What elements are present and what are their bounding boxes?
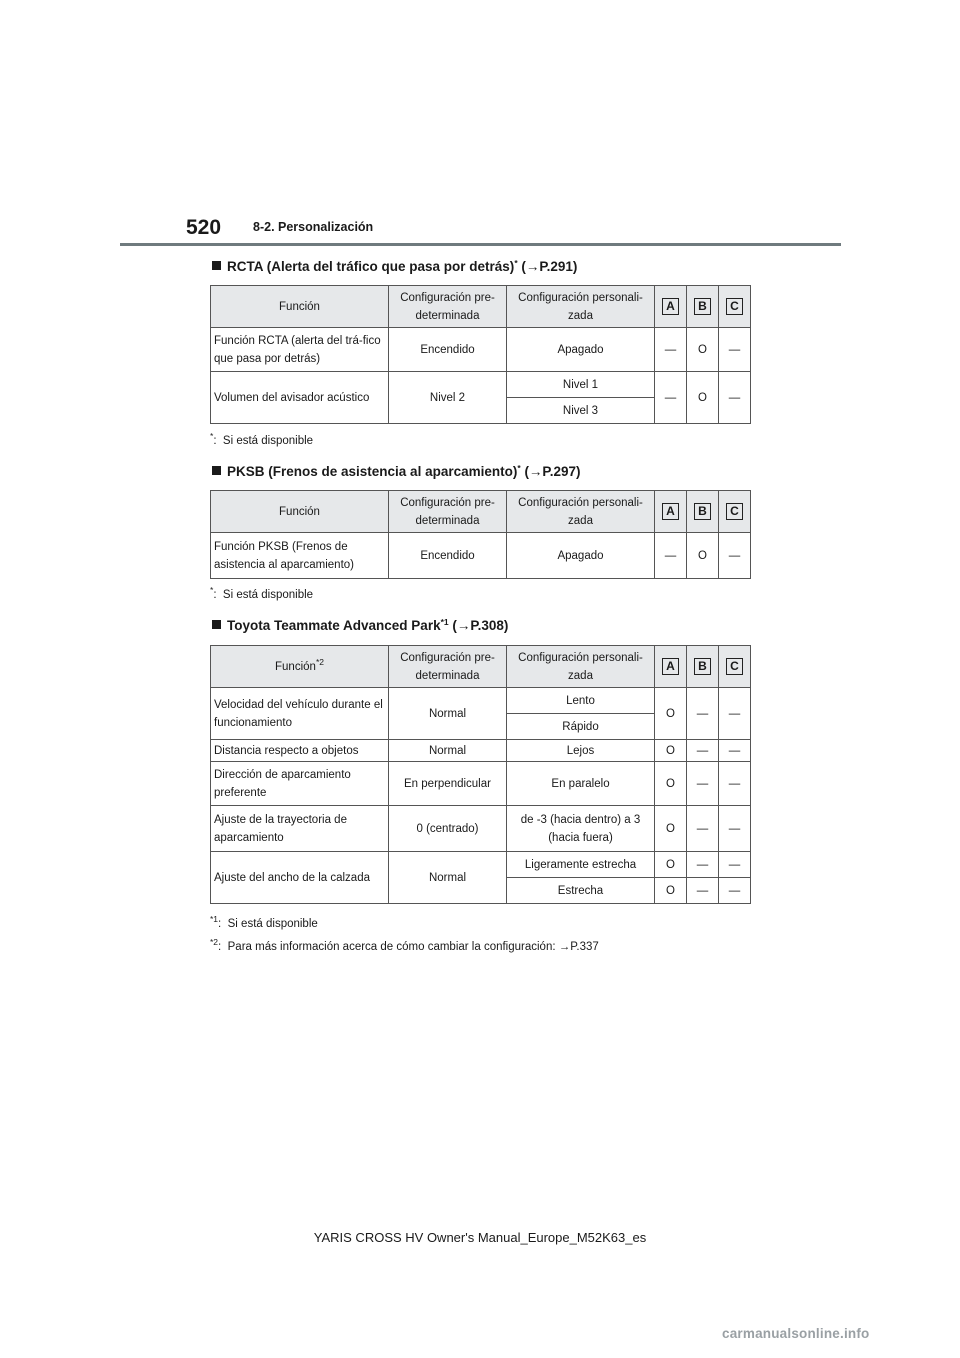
- header-custom: Configuración personali-zada: [507, 646, 655, 688]
- square-bullet-icon: [212, 466, 221, 475]
- square-bullet-icon: [212, 620, 221, 629]
- table-row: Función RCTA (alerta del trá-fico que pasa por detrás) Encendido Apagado — O —: [211, 328, 751, 372]
- document-footer: YARIS CROSS HV Owner's Manual_Europe_M52K63_es: [313, 1230, 647, 1245]
- table-row: Distancia respecto a objetos Normal Lejos O — —: [211, 740, 751, 762]
- header-c: C: [719, 646, 751, 688]
- header-funcion: Función: [211, 491, 389, 533]
- table-header-row: [211, 491, 751, 533]
- pksb-table: [210, 490, 751, 579]
- header-c: C: [719, 491, 751, 533]
- footnote: $^{*2}$: Para más información acerca de cómo cambiar la configuración: →P.337: [210, 937, 599, 953]
- header-funcion: Función: [211, 286, 389, 328]
- header-default: Configuración pre-determinada: [389, 646, 507, 688]
- header-c: C: [719, 286, 751, 328]
- page-number: 520: [186, 216, 222, 239]
- header-default: Configuración pre-determinada: [389, 491, 507, 533]
- table-row: Volumen del avisador acústico Nivel 2 Nivel 1 — O —: [211, 372, 751, 398]
- footnote: *: Si está disponible: [210, 585, 314, 601]
- header-a: A: [655, 646, 687, 688]
- header-rule: [120, 243, 841, 246]
- header-default: Configuración pre-determinada: [389, 286, 507, 328]
- header-b: B: [687, 286, 719, 328]
- header-a: A: [655, 286, 687, 328]
- square-bullet-icon: [212, 261, 221, 270]
- advanced-park-table: [210, 645, 751, 904]
- section-title-rcta: RCTA (Alerta del tráfico que pasa por detrás)* (→P.291): [212, 259, 577, 274]
- table-header-row: [211, 646, 751, 688]
- footnote: $^{*1}$: Si está disponible: [210, 914, 318, 930]
- header-b: B: [687, 646, 719, 688]
- table-header-row: [211, 286, 751, 328]
- page-reference: (→P.308): [452, 618, 509, 633]
- footnote: *: Si está disponible: [210, 431, 314, 447]
- section-label: 8-2. Personalización: [253, 220, 374, 234]
- table-row: Dirección de aparcamiento preferente En perpendicular En paralelo O — —: [211, 762, 751, 806]
- rcta-table: [210, 285, 751, 424]
- table-row: Función PKSB (Frenos de asistencia al aparcamiento) Encendido Apagado — O —: [211, 533, 751, 579]
- table-row: Velocidad del vehículo durante el funcionamiento Normal Lento O — —: [211, 688, 751, 714]
- table-row: Ajuste del ancho de la calzada Normal Ligeramente estrecha O — —: [211, 852, 751, 878]
- table-row: Nivel 3: [211, 398, 751, 424]
- header-a: A: [655, 491, 687, 533]
- table-row: Estrecha O — —: [211, 878, 751, 904]
- page-reference: (→P.291): [521, 259, 578, 274]
- table-row: Ajuste de la trayectoria de aparcamiento 0 (centrado) de -3 (hacia dentro) a 3 (hacia fuera) O — —: [211, 806, 751, 852]
- table-row: Rápido: [211, 714, 751, 740]
- section-title-pksb: PKSB (Frenos de asistencia al aparcamiento)* (→P.297): [212, 464, 580, 479]
- header-funcion: Función$^{*2}$: [211, 646, 389, 688]
- page-reference: (→P.297): [524, 464, 581, 479]
- header-custom: Configuración personali-zada: [507, 491, 655, 533]
- header-b: B: [687, 491, 719, 533]
- section-title-advanced-park: Toyota Teammate Advanced Park$^{*1}$ (→P.308): [212, 618, 508, 633]
- header-custom: Configuración personali-zada: [507, 286, 655, 328]
- watermark: carmanualsonline.info: [722, 1326, 870, 1341]
